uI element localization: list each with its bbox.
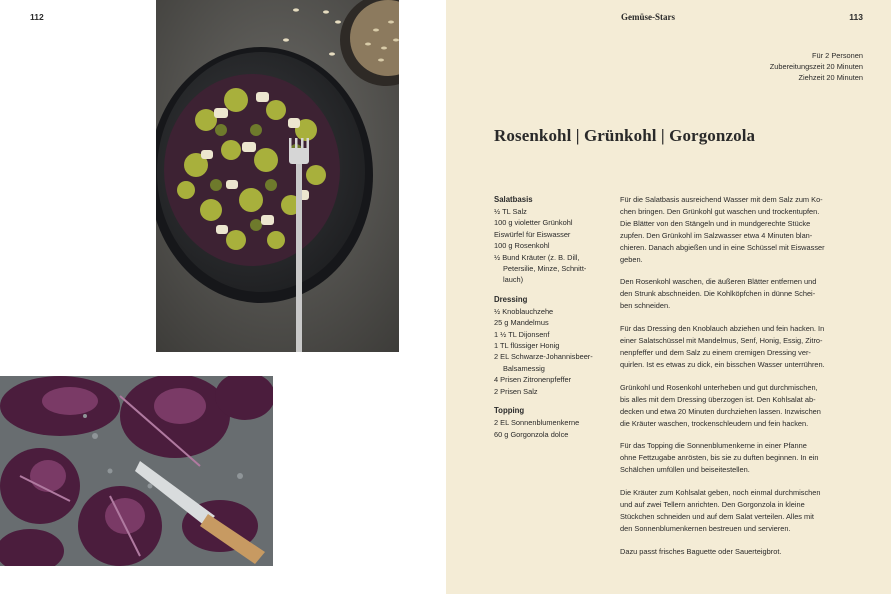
- method-paragraph: [620, 487, 864, 535]
- ingredient-list: [494, 194, 616, 448]
- method-line: quirlen. Ist es etwas zu dick, ein bisschen Wasser unterrühren.: [620, 359, 825, 369]
- method-paragraph: [620, 323, 864, 371]
- method-line: und auf zwei Tellern anrichten. Den Gorgonzola in kleine: [620, 500, 805, 510]
- ingredient-group-heading: Dressing: [494, 294, 528, 304]
- method-line: Schälchen umfüllen und beiseitestellen.: [620, 465, 750, 475]
- method-line: chen bringen. Den Grünkohl gut waschen und trockentupfen.: [620, 206, 820, 216]
- page-number-left: 112: [30, 12, 44, 22]
- ingredient-item: 1 TL flüssiger Honig: [494, 341, 560, 351]
- method-line: einer Salatschüssel mit Mandelmus, Senf, Honig, Essig, Zitro-: [620, 336, 823, 346]
- ingredient-item: 100 g violetter Grünkohl: [494, 218, 573, 228]
- method-line: Für das Topping die Sonnenblumenkerne in einer Pfanne: [620, 441, 807, 451]
- method-steps: [620, 194, 864, 569]
- recipe-meta: [770, 50, 863, 84]
- ingredient-items: [494, 306, 616, 397]
- purple-kale-photo: [0, 376, 273, 566]
- prep-time: Zubereitungszeit 20 Minuten: [769, 62, 863, 72]
- salad-bowl-photo: [156, 0, 399, 352]
- method-line: den Sonnenblumenkernen bestreuen und servieren.: [620, 523, 791, 533]
- ingredient-group: [494, 194, 616, 286]
- ingredient-item: 2 Prisen Salz: [494, 386, 538, 396]
- method-line: Stückchen schneiden und auf dem Salat verteilen. Alles mit: [620, 511, 814, 521]
- method-line: Für die Salatbasis ausreichend Wasser mit dem Salz zum Ko-: [620, 195, 823, 204]
- method-paragraph: [620, 276, 864, 312]
- method-line: geben.: [620, 254, 643, 264]
- method-line: decken und etwa 20 Minuten durchziehen lassen. Inzwischen: [620, 406, 821, 416]
- ingredient-item: ½ TL Salz: [494, 207, 527, 216]
- method-line: Die Kräuter zum Kohlsalat geben, noch einmal durchmischen: [620, 488, 821, 498]
- method-line: Den Rosenkohl waschen, die äußeren Blätter entfernen und: [620, 277, 817, 287]
- recipe-title: Rosenkohl | Grünkohl | Gorgonzola: [494, 126, 756, 145]
- ingredient-item: Petersilie, Minze, Schnitt-: [503, 264, 587, 274]
- salad-bowl-icon: [156, 0, 399, 352]
- method-line: ben schneiden.: [620, 301, 671, 311]
- method-line: zupfen. Den Grünkohl im Salzwasser etwa 4 Minuten blan-: [620, 230, 813, 240]
- servings: Für 2 Personen: [812, 51, 863, 60]
- page-number-right: 113: [849, 12, 863, 22]
- ingredient-item: 1 ½ TL Dijonsenf: [494, 329, 550, 339]
- kale-leaves-icon: [0, 376, 273, 566]
- running-head: Gemüse-Stars: [621, 12, 675, 22]
- ingredient-item: ½ Bund Kräuter (z. B. Dill,: [494, 252, 580, 262]
- method-paragraph: [620, 546, 864, 558]
- method-line: nenpfeffer und dem Salz zu einem cremigen Dressing ver-: [620, 347, 811, 357]
- ingredient-item: 2 EL Schwarze-Johannisbeer-: [494, 352, 593, 362]
- rest-time: Ziehzeit 20 Minuten: [798, 73, 863, 83]
- ingredient-item: 25 g Mandelmus: [494, 318, 549, 328]
- ingredient-item: lauch): [503, 275, 524, 285]
- ingredient-item: Eiswürfel für Eiswasser: [494, 229, 571, 239]
- ingredient-items: [494, 417, 616, 440]
- ingredient-item: 4 Prisen Zitronenpfeffer: [494, 375, 572, 385]
- ingredient-item: 2 EL Sonnenblumenkerne: [494, 418, 580, 428]
- method-line: den Strunk abschneiden. Die Kohlköpfchen in dünne Schei-: [620, 289, 816, 299]
- method-line: Die Blätter von den Stängeln und in mundgerechte Stücke: [620, 218, 811, 228]
- left-page: [0, 0, 445, 594]
- ingredient-group: [494, 294, 616, 397]
- method-line: chieren. Danach abgießen und in eine Schüssel mit Eiswasser: [620, 242, 825, 252]
- ingredient-group-heading: Topping: [494, 406, 525, 416]
- ingredient-group: [494, 405, 616, 440]
- method-line: ohne Fettzugabe anrösten, bis sie zu duften beginnen. In ein: [620, 453, 819, 463]
- ingredient-group-heading: Salatbasis: [494, 195, 533, 204]
- ingredient-item: Balsamessig: [503, 363, 545, 373]
- ingredient-item: ½ Knoblauchzehe: [494, 306, 554, 316]
- ingredient-item: 100 g Rosenkohl: [494, 241, 550, 251]
- method-line: Grünkohl und Rosenkohl unterheben und gut durchmischen,: [620, 382, 818, 392]
- ingredient-items: [494, 206, 616, 286]
- method-paragraph: [620, 440, 864, 476]
- method-line: bis alles mit dem Dressing überzogen ist. Den Kohlsalat ab-: [620, 394, 816, 404]
- method-paragraph: [620, 194, 864, 265]
- right-page: [446, 0, 891, 594]
- method-line: Dazu passt frisches Baguette oder Sauerteigbrot.: [620, 546, 782, 556]
- method-paragraph: [620, 382, 864, 430]
- ingredient-item: 60 g Gorgonzola dolce: [494, 429, 569, 439]
- method-line: Für das Dressing den Knoblauch abziehen und fein hacken. In: [620, 324, 825, 334]
- method-line: die Kräuter waschen, trockenschleudern und fein hacken.: [620, 418, 809, 428]
